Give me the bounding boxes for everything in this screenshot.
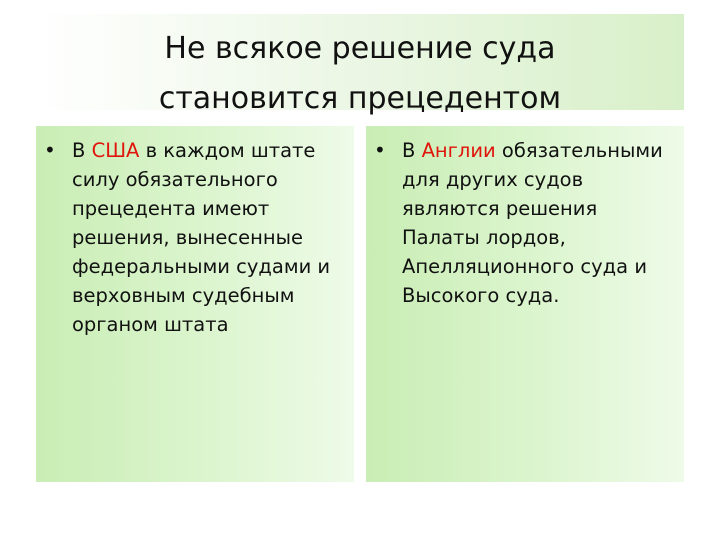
usa-body-text: в каждом штате силу обязательного прецедента имеют решения, вынесенные федеральными судами и верховным судебным органом штата [72,139,331,336]
england-highlight: Англии [421,139,496,162]
slide-title-line-2: становится прецедентом [158,81,562,116]
slide-title-line-1: Не всякое решение суда [164,31,556,66]
slide-title [36,24,684,124]
usa-highlight: США [91,139,140,162]
usa-prefix: В [72,139,92,162]
bullet-icon: • [44,138,56,162]
bullet-icon: • [374,138,386,162]
england-body-text: обязательными для других судов являются решения Палаты лордов, Апелляционного суда и Высокого суда. [402,139,663,307]
usa-bullet-text [44,136,348,339]
england-prefix: В [402,139,422,162]
usa-panel [36,126,354,482]
england-bullet-text [374,136,678,310]
england-panel [366,126,684,482]
